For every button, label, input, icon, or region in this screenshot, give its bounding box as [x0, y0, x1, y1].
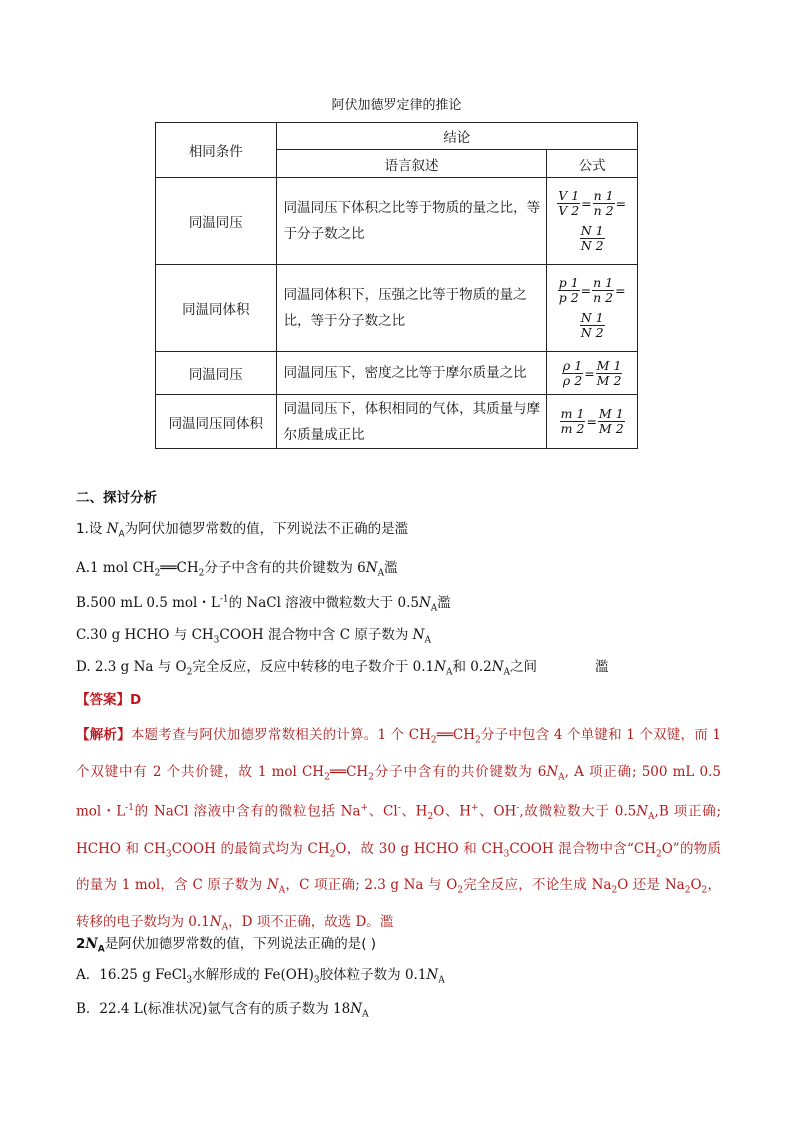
- fraction: $\frac{p 1}{p 2}$: [558, 275, 579, 305]
- fraction: $\frac{m 1}{m 2}$: [560, 406, 585, 436]
- header-condition: 相同条件: [156, 123, 277, 178]
- table-row: [156, 265, 638, 352]
- q1-option-d: D. 2.3 g Na 与 $O_2$完全反应，反应中转移的电子数介于 $0.1N_A$和 $0.2N_A$之间 濫: [76, 659, 609, 678]
- q1-option-b: B.500 mL 0.5 mol・$L^{-1}$的 NaCl 溶液中微粒数大于 $0.5N_A$濫: [76, 594, 451, 614]
- fraction: $\frac{M 1}{M 2}$: [596, 357, 622, 388]
- q1-analysis: 【解析】本题考查与阿伏加德罗常数相关的计算。1 个 $CH_2══CH_2$分子中包含 4 个单键和 1 个双键，而 1 个双键中有 2 个共价键，故 1 mol $CH_2══CH_2$分子中含有的共价键数为 $6N_A$, A 项正确; 500 mL 0.5 mol・$L^{-1}$的 NaCl 溶液中含有的微粒包括 Na+、Cl-、$H_2O$、H+、OH-,故微粒数大于 $0.5N_A,B$ 项正确; HCHO 和 $CH_3COOH$ 的最简式均为 $CH_2O$，故 30 g HCHO 和 $CH_3COOH$ 混合物中含“$CH_2O$”的物质的量为 1 mol，含 C 原子数为 $N_A$，C 项正确; 2.3 g Na 与 $O_2$完全反应，不论生成 $Na_2O$ 还是 $Na_2O_2$，转移的电子数均为 $0.1N_A$，D 项不正确，故选 D。濫: [76, 727, 721, 933]
- avogadro-law-table: [155, 122, 638, 449]
- stray-mark: 濫: [394, 521, 409, 537]
- row-formula: $\frac{\rho 1}{\rho 2}$ = $\frac{M 1}{M 2}$: [547, 352, 638, 395]
- fraction: $\frac{n 1}{n 2}$: [593, 275, 614, 305]
- row-statement: 同温同体积下，压强之比等于物质的量之比，等于分子数之比: [276, 265, 547, 352]
- header-formula: 公式: [547, 150, 638, 178]
- row-condition: 同温同压: [156, 178, 277, 265]
- table-row: [156, 352, 638, 395]
- row-formula: $\frac{m 1}{m 2}$ = $\frac{M 1}{M 2}$: [547, 395, 638, 449]
- row-statement: 同温同压下，密度之比等于摩尔质量之比: [276, 352, 547, 395]
- fraction: $\frac{N 1}{N 2}$: [580, 223, 604, 253]
- row-condition: 同温同压同体积: [156, 395, 277, 449]
- row-formula: $\frac{p 1}{p 2}$ = $\frac{n 1}{n 2}$ = $\frac{N 1}{N 2}$: [547, 265, 638, 352]
- fraction: $\frac{V 1}{V 2}$: [558, 188, 580, 218]
- row-statement: 同温同压下体积之比等于物质的量之比，等于分子数之比: [276, 178, 547, 265]
- row-formula: $\frac{V 1}{V 2}$ = $\frac{n 1}{n 2}$ = $\frac{N 1}{N 2}$: [547, 178, 638, 265]
- q1-stem: 1.设 $N_A$为阿伏加德罗常数的值，下列说法不正确的是濫: [76, 521, 409, 540]
- q1-option-a: A.1 mol $CH_2══CH_2$分子中含有的共价键数为 $6N_A$濫: [76, 560, 398, 579]
- q2-stem: $2N_A$是阿伏加德罗常数的值，下列说法正确的是( ): [76, 936, 377, 955]
- table-row: [156, 178, 638, 265]
- q2-option-b: B．22.4 L(标准状况)氩气含有的质子数为 $18N_A$: [76, 1001, 369, 1020]
- row-condition: 同温同压: [156, 352, 277, 395]
- q1-answer: 【答案】D: [76, 692, 142, 708]
- row-condition: 同温同体积: [156, 265, 277, 352]
- section-heading: 二、探讨分析: [76, 490, 157, 506]
- header-statement: 语言叙述: [276, 150, 547, 178]
- header-conclusion: 结论: [276, 123, 637, 150]
- fraction: $\frac{n 1}{n 2}$: [593, 188, 614, 218]
- fraction: $\frac{N 1}{N 2}$: [580, 310, 604, 340]
- fraction: $\frac{M 1}{M 2}$: [598, 406, 624, 436]
- q2-option-a: A．16.25 g FeCl$_3$水解形成的 $Fe(OH)_3$胶体粒子数为 $0.1N_A$: [76, 967, 445, 986]
- row-statement: 同温同压下，体积相同的气体，其质量与摩尔质量成正比: [276, 395, 547, 449]
- fraction: $\frac{\rho 1}{\rho 2}$: [562, 357, 583, 388]
- table-row: [156, 395, 638, 449]
- table-title: 阿伏加德罗定律的推论: [331, 98, 462, 113]
- q1-option-c: C.30 g HCHO 与 $CH_3COOH$ 混合物中含 C 原子数为 $N_A$: [76, 627, 431, 646]
